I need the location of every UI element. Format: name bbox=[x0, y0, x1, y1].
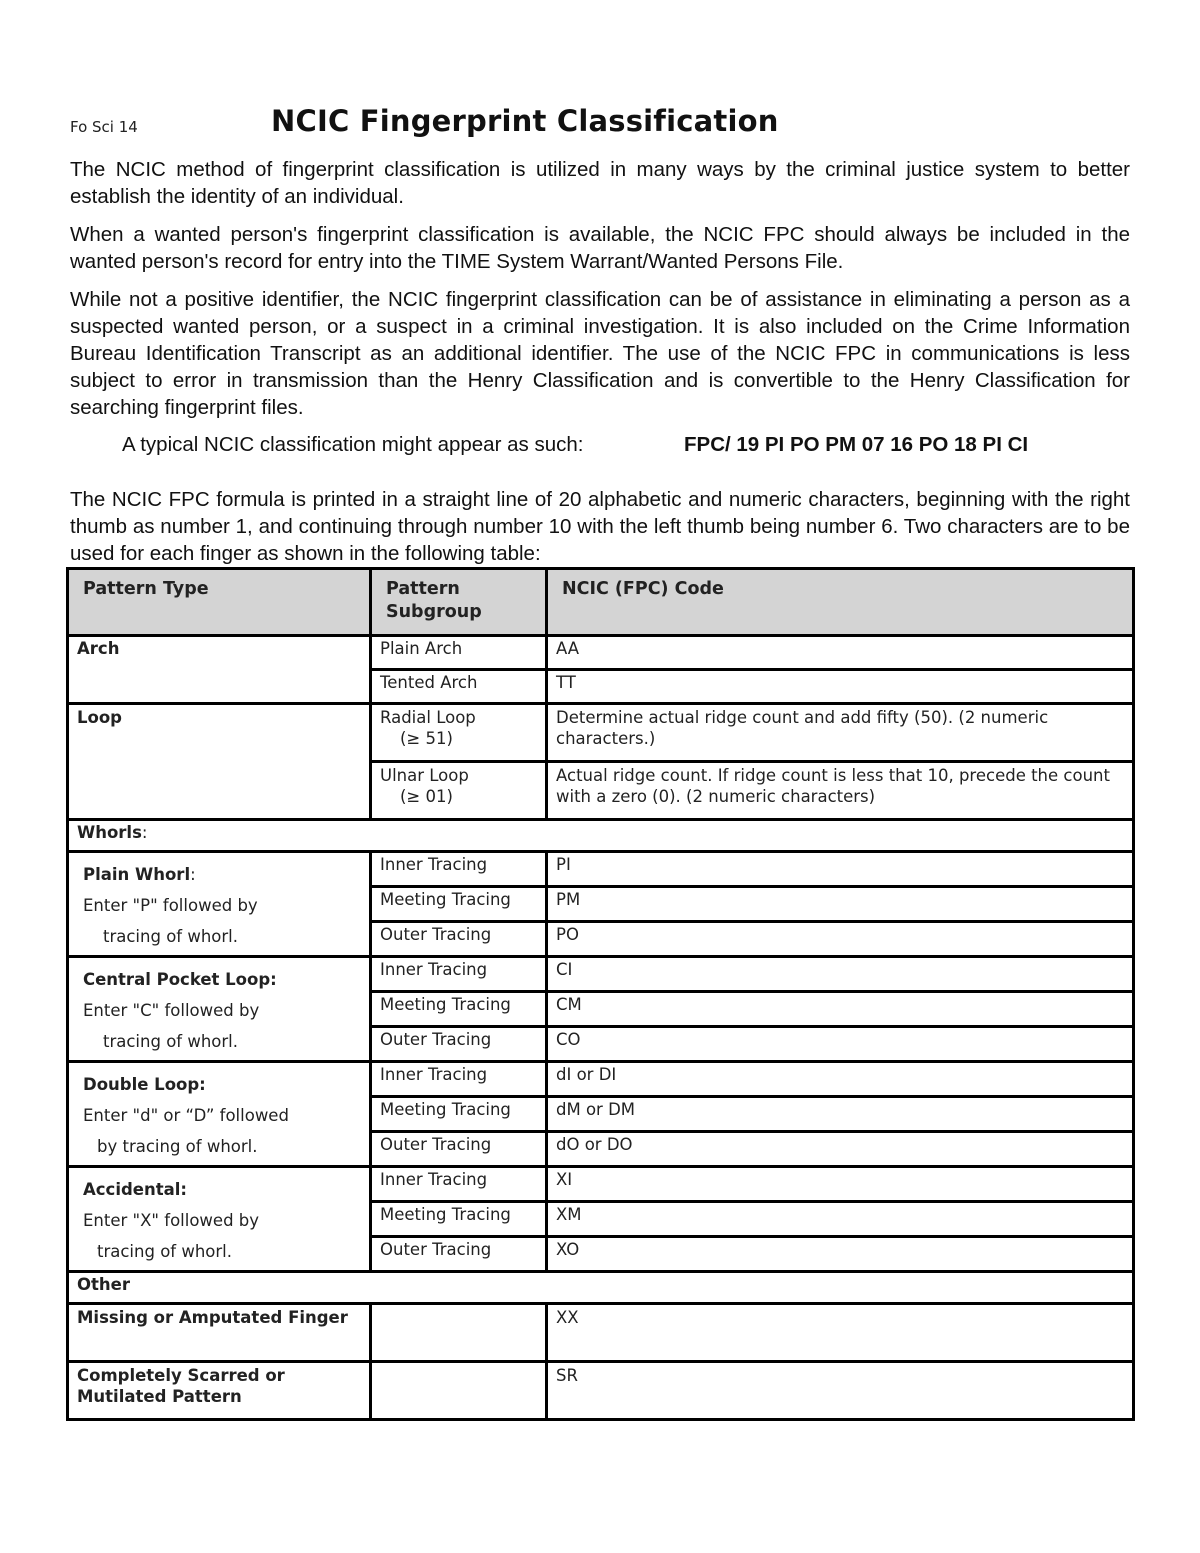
code-cell: dI or DI bbox=[547, 1062, 1134, 1097]
subgroup-cell: Tented Arch bbox=[371, 670, 547, 704]
table-row bbox=[68, 1167, 1134, 1202]
subgroup-cell bbox=[371, 1362, 547, 1420]
course-code: Fo Sci 14 bbox=[70, 118, 138, 136]
subgroup-cell bbox=[371, 1304, 547, 1362]
identifier-paragraph: While not a positive identifier, the NCIC fingerprint classification can be of assistance in eliminating a person as a suspected wanted person, or a suspect in a criminal investigation. It is also included on the Crime Information Bureau Identification Transcript as an additional identifier. The use of the NCIC FPC in communications is less subject to error in transmission than the Henry Classification and is convertible to the Henry Classification for searching fingerprint files. bbox=[70, 288, 1130, 419]
plain-whorl-colon: : bbox=[190, 865, 196, 884]
example-fpc-code: FPC/ 19 PI PO PM 07 16 PO 18 PI CI bbox=[684, 433, 1029, 456]
example-label: A typical NCIC classification might appear as such: bbox=[122, 433, 584, 456]
subgroup-cell: Meeting Tracing bbox=[371, 1097, 547, 1132]
plain-whorl-instruction: Enter "P" followed by bbox=[83, 896, 258, 915]
subgroup-range: (≥ 01) bbox=[400, 787, 453, 806]
central-pocket-title: Central Pocket Loop: bbox=[83, 970, 277, 989]
subgroup-cell bbox=[371, 762, 547, 820]
subgroup-cell: Inner Tracing bbox=[371, 957, 547, 992]
fpc-code-table bbox=[66, 567, 1135, 1421]
table-row bbox=[68, 1362, 1134, 1420]
subgroup-cell: Outer Tracing bbox=[371, 1027, 547, 1062]
example-line bbox=[122, 431, 1122, 458]
arch-label: Arch bbox=[68, 636, 371, 704]
subgroup-cell: Meeting Tracing bbox=[371, 887, 547, 922]
code-cell: SR bbox=[547, 1362, 1134, 1420]
wanted-person-paragraph: When a wanted person's fingerprint classification is available, the NCIC FPC should always be included in the wanted person's record for entry into the TIME System Warrant/Wanted Persons File. bbox=[70, 223, 1130, 273]
intro-paragraph: The NCIC method of fingerprint classification is utilized in many ways by the criminal justice system to better establish the identity of an individual. bbox=[70, 158, 1130, 208]
code-cell: PO bbox=[547, 922, 1134, 957]
central-pocket-instruction-cont: tracing of whorl. bbox=[103, 1032, 239, 1051]
code-cell: PM bbox=[547, 887, 1134, 922]
subgroup-cell: Plain Arch bbox=[371, 636, 547, 670]
subgroup-name: Radial Loop bbox=[380, 708, 476, 727]
accidental-title: Accidental: bbox=[83, 1180, 188, 1199]
table-row bbox=[68, 820, 1134, 852]
plain-whorl-instruction-cont: tracing of whorl. bbox=[103, 927, 239, 946]
code-cell: XM bbox=[547, 1202, 1134, 1237]
subgroup-name: Ulnar Loop bbox=[380, 766, 469, 785]
subgroup-cell: Inner Tracing bbox=[371, 1062, 547, 1097]
subgroup-range: (≥ 51) bbox=[400, 729, 453, 748]
code-cell: XX bbox=[547, 1304, 1134, 1362]
central-pocket-cell bbox=[68, 957, 371, 1062]
missing-finger-label: Missing or Amputated Finger bbox=[68, 1304, 371, 1362]
subgroup-cell: Meeting Tracing bbox=[371, 1202, 547, 1237]
subgroup-cell: Outer Tracing bbox=[371, 1237, 547, 1272]
whorls-section-label bbox=[68, 820, 1134, 852]
subgroup-cell: Outer Tracing bbox=[371, 1132, 547, 1167]
whorls-label: Whorls bbox=[77, 823, 142, 842]
table-header-row bbox=[68, 569, 1134, 636]
table-row bbox=[68, 852, 1134, 887]
accidental-cell bbox=[68, 1167, 371, 1272]
header-ncic-code: NCIC (FPC) Code bbox=[547, 569, 1134, 636]
central-pocket-instruction: Enter "C" followed by bbox=[83, 1001, 260, 1020]
table-row bbox=[68, 636, 1134, 670]
table-row bbox=[68, 1062, 1134, 1097]
code-cell: Actual ridge count. If ridge count is less that 10, precede the count with a zero (0). (2 numeric characters) bbox=[547, 762, 1134, 820]
code-cell: dM or DM bbox=[547, 1097, 1134, 1132]
accidental-instruction-cont: tracing of whorl. bbox=[97, 1242, 233, 1261]
document-header bbox=[70, 104, 1130, 144]
plain-whorl-cell bbox=[68, 852, 371, 957]
code-cell: AA bbox=[547, 636, 1134, 670]
code-cell: XO bbox=[547, 1237, 1134, 1272]
subgroup-cell: Outer Tracing bbox=[371, 922, 547, 957]
table-row bbox=[68, 1304, 1134, 1362]
double-loop-title: Double Loop: bbox=[83, 1075, 206, 1094]
code-cell: CI bbox=[547, 957, 1134, 992]
code-cell: PI bbox=[547, 852, 1134, 887]
code-cell: CM bbox=[547, 992, 1134, 1027]
loop-label: Loop bbox=[68, 704, 371, 820]
subgroup-cell bbox=[371, 704, 547, 762]
header-pattern-subgroup: Pattern Subgroup bbox=[371, 569, 547, 636]
header-pattern-type: Pattern Type bbox=[68, 569, 371, 636]
double-loop-instruction-cont: by tracing of whorl. bbox=[97, 1137, 258, 1156]
double-loop-instruction: Enter "d" or “D” followed bbox=[83, 1106, 289, 1125]
other-section-label: Other bbox=[68, 1272, 1134, 1304]
code-cell: TT bbox=[547, 670, 1134, 704]
accidental-instruction: Enter "X" followed by bbox=[83, 1211, 260, 1230]
formula-paragraph: The NCIC FPC formula is printed in a straight line of 20 alphabetic and numeric characters, beginning with the right thumb as number 1, and continuing through number 10 with the left thumb being number 6. Two characters are to be used for each finger as shown in the following table: bbox=[70, 488, 1130, 565]
plain-whorl-title: Plain Whorl bbox=[83, 865, 191, 884]
code-cell: XI bbox=[547, 1167, 1134, 1202]
code-cell: Determine actual ridge count and add fifty (50). (2 numeric characters.) bbox=[547, 704, 1134, 762]
scarred-pattern-label: Completely Scarred or Mutilated Pattern bbox=[68, 1362, 371, 1420]
subgroup-cell: Inner Tracing bbox=[371, 1167, 547, 1202]
code-cell: CO bbox=[547, 1027, 1134, 1062]
table-row bbox=[68, 1272, 1134, 1304]
double-loop-cell bbox=[68, 1062, 371, 1167]
subgroup-cell: Inner Tracing bbox=[371, 852, 547, 887]
whorls-colon: : bbox=[141, 823, 148, 842]
table-row bbox=[68, 957, 1134, 992]
code-cell: dO or DO bbox=[547, 1132, 1134, 1167]
subgroup-cell: Meeting Tracing bbox=[371, 992, 547, 1027]
table-row bbox=[68, 704, 1134, 762]
page-title: NCIC Fingerprint Classification bbox=[271, 104, 779, 138]
